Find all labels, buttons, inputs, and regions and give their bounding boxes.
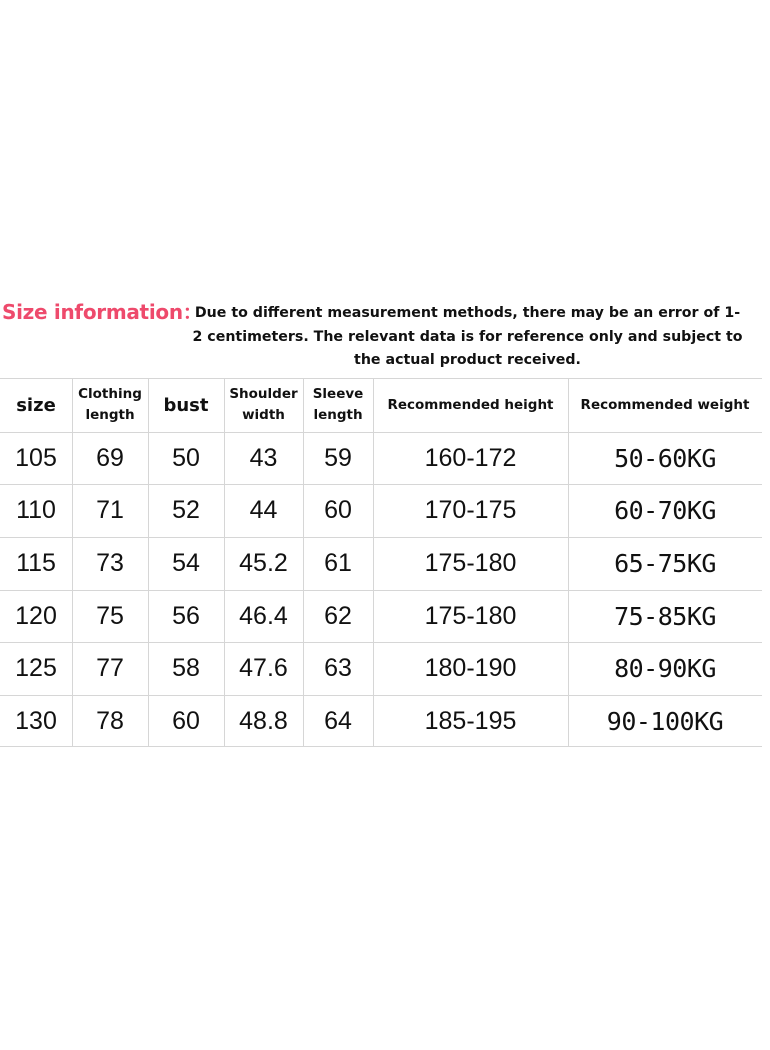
cell-recommended-height: 160-172 <box>424 443 517 472</box>
cell-clothing-length: 69 <box>96 443 124 472</box>
header-clothing-length: Clothing length <box>78 386 142 423</box>
cell-bust: 50 <box>172 443 200 472</box>
cell-recommended-weight: 65-75KG <box>614 549 716 578</box>
cell-shoulder-width: 47.6 <box>239 654 288 682</box>
cell-size: 110 <box>16 496 56 524</box>
cell-bust: 52 <box>172 496 200 524</box>
cell-clothing-length: 78 <box>96 706 124 735</box>
cell-sleeve-length: 60 <box>324 496 352 524</box>
cell-size: 130 <box>15 706 57 735</box>
cell-recommended-weight: 90-100KG <box>606 706 724 736</box>
cell-size: 115 <box>16 549 56 577</box>
cell-recommended-height: 175-180 <box>424 601 517 630</box>
size-table <box>0 378 762 747</box>
cell-size: 125 <box>15 654 57 682</box>
cell-shoulder-width: 48.8 <box>239 706 288 735</box>
cell-shoulder-width: 44 <box>249 496 278 524</box>
header-shoulder-width: Shoulder width <box>229 386 298 423</box>
cell-shoulder-width: 45.2 <box>239 549 288 577</box>
cell-sleeve-length: 64 <box>324 706 352 735</box>
cell-recommended-height: 170-175 <box>424 496 517 524</box>
cell-recommended-height: 175-180 <box>424 549 517 577</box>
cell-sleeve-length: 62 <box>324 601 352 630</box>
header-recommended-weight: Recommended weight <box>580 396 750 413</box>
cell-recommended-weight: 60-70KG <box>614 496 716 525</box>
header-size: size <box>16 394 56 416</box>
cell-shoulder-width: 46.4 <box>239 601 288 630</box>
cell-recommended-weight: 50-60KG <box>614 443 716 473</box>
cell-sleeve-length: 59 <box>324 443 352 472</box>
cell-sleeve-length: 61 <box>324 549 352 577</box>
header-recommended-height: Recommended height <box>387 396 554 413</box>
size-information-title: Size information： <box>2 300 203 324</box>
cell-recommended-height: 185-195 <box>424 706 517 735</box>
cell-sleeve-length: 63 <box>324 654 352 682</box>
cell-clothing-length: 71 <box>96 496 124 524</box>
cell-clothing-length: 77 <box>96 654 124 682</box>
cell-shoulder-width: 43 <box>249 443 278 472</box>
cell-clothing-length: 73 <box>96 549 124 577</box>
cell-recommended-height: 180-190 <box>424 654 517 682</box>
cell-bust: 56 <box>172 601 200 630</box>
measurement-note: Due to different measurement methods, there may be an error of 1-2 centimeters. The relevant data is for reference only and subject to the actual product received. <box>192 305 743 368</box>
header-bust: bust <box>163 394 209 416</box>
cell-size: 105 <box>15 443 57 472</box>
cell-recommended-weight: 75-85KG <box>614 601 716 631</box>
cell-recommended-weight: 80-90KG <box>614 654 716 683</box>
cell-size: 120 <box>15 601 57 630</box>
cell-clothing-length: 75 <box>96 601 124 630</box>
header-sleeve-length: Sleeve length <box>312 386 364 423</box>
cell-bust: 54 <box>172 549 200 577</box>
cell-bust: 60 <box>172 706 200 735</box>
cell-bust: 58 <box>172 654 200 682</box>
